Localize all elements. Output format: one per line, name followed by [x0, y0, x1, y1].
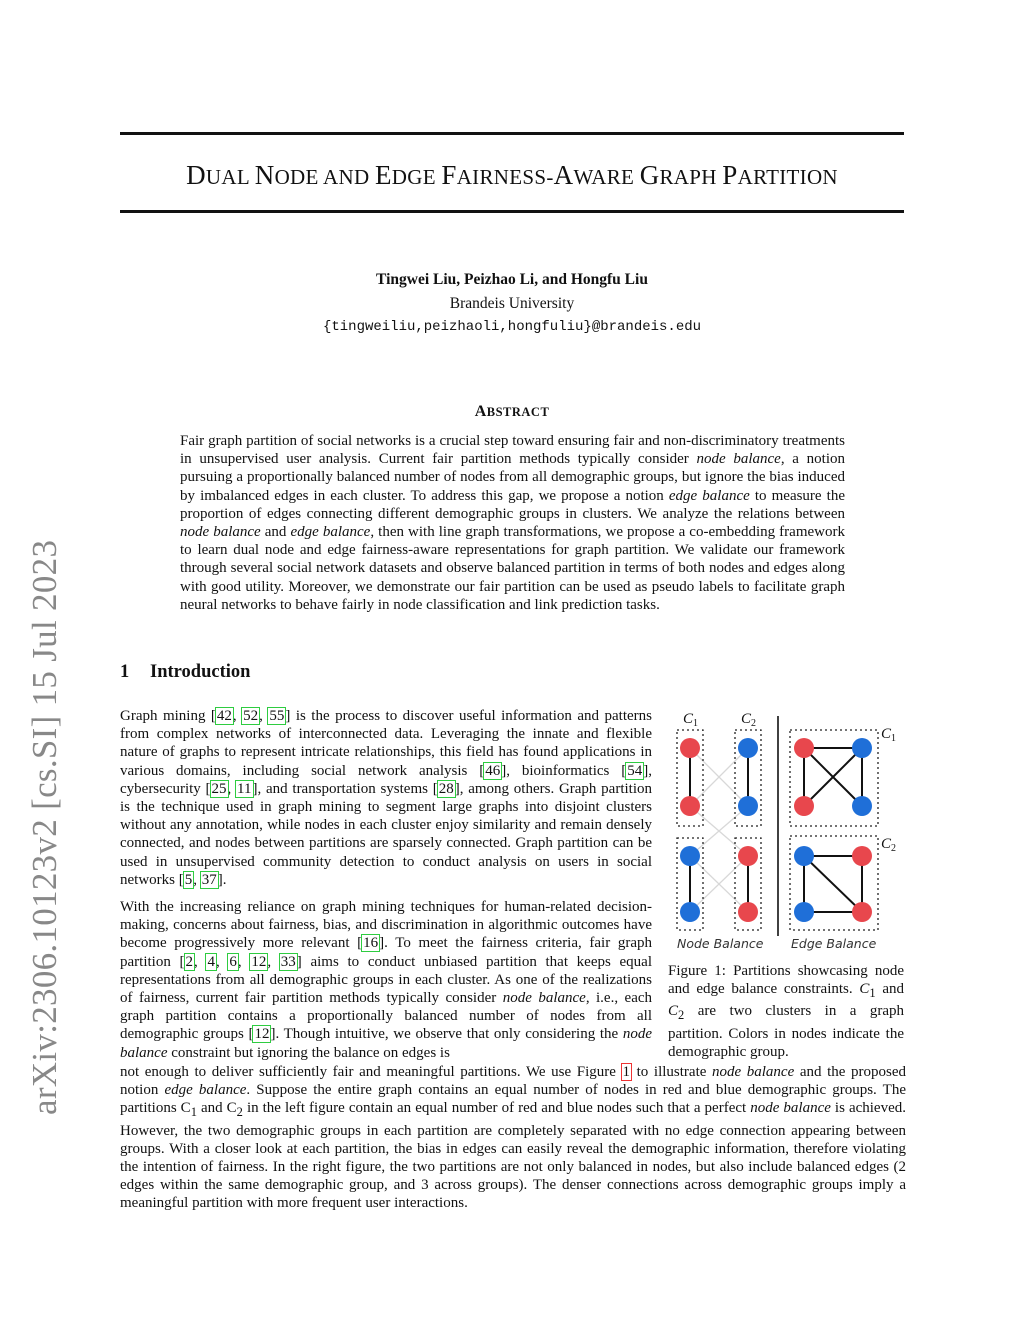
cross-cluster-edges [690, 748, 748, 912]
node-red [738, 902, 758, 922]
figure-1-caption: Figure 1: Partitions showcasing node and edge balance constraints. $C_1$ and $C_2$ are two clusters in a graph partition. Colors in nodes indicate the demographic group. [668, 963, 904, 1060]
citation-link[interactable]: 46 [485, 762, 501, 779]
node-blue [738, 796, 758, 816]
node-blue [738, 738, 758, 758]
node-red [680, 738, 700, 758]
label-c2-left: $C_2$ [741, 711, 757, 729]
affiliation: Brandeis University [449, 295, 575, 312]
paper-title: DUAL NODE AND EDGE FAIRNESS-AWARE GRAPH PARTITION [186, 160, 838, 190]
citation-link[interactable]: 37 [201, 871, 217, 888]
citation-link[interactable]: 11 [237, 780, 252, 797]
citation-link[interactable]: 33 [280, 953, 296, 970]
citation-link[interactable]: 12 [251, 953, 267, 970]
intro-paragraph-1: Graph mining [42, 52, 55] is the process to discover useful information and patterns from complex networks of interconnected data. Leveraging the innate and flexible nature of graphs to represent intricate relationships, this field has found applications in various domains, including social network analysis [46], bioinformatics [54], cybersecurity [25, 11], and transportation systems [28], among others. Graph partition is the technique used in graph mining to segment large graphs into disjoint clusters without any annotation, while nodes in each cluster enjoy similarity and remain densely connected, and nodes between partitions are sparsely connected. Graph partition can be used in unsupervised community detection to conduct analysis on users in social networks [5, 37]. [120, 708, 652, 888]
node-red [794, 796, 814, 816]
label-edge-balance: Edge Balance [791, 936, 877, 951]
in-group-edges-left [690, 748, 748, 912]
citation-link[interactable]: 6 [229, 953, 237, 970]
figure-ref-link[interactable]: 1 [622, 1064, 631, 1080]
label-node-balance: Node Balance [677, 936, 764, 951]
node-red [852, 846, 872, 866]
figure-1-diagram [668, 702, 908, 954]
citation-link[interactable]: 12 [254, 1026, 270, 1043]
node-blue [680, 902, 700, 922]
title-top-rule [120, 132, 904, 135]
citation-link[interactable]: 5 [184, 871, 193, 888]
title-bottom-rule [120, 210, 904, 213]
citation-link[interactable]: 42 [216, 708, 232, 724]
label-c2-right: $C_2$ [881, 836, 897, 854]
node-red [680, 796, 700, 816]
node-red [794, 738, 814, 758]
edges-right-c1 [804, 748, 862, 806]
node-red [852, 902, 872, 922]
section-heading-introduction: 1 Introduction [120, 662, 251, 682]
authors: Tingwei Liu, Peizhao Li, and Hongfu Liu [376, 271, 648, 288]
node-blue [852, 796, 872, 816]
email: {tingweiliu,peizhaoli,hongfuliu}@brandeis.edu [322, 319, 702, 335]
label-c1-right: $C_1$ [881, 726, 897, 744]
intro-paragraph-3: not enough to deliver sufficiently fair and meaningful partitions. We use Figure 1 to illustrate node balance and the proposed notion edge balance. Suppose the entire graph contains an equal number of nodes in red and blue demographic groups. The partitions $C_1$ and $C_2$ in the left figure contain an equal number of red and blue nodes such that a perfect node balance is achieved. However, the two demographic groups in each partition are completely separated with no edge connection appearing between groups. With a closer look at each partition, the bias in edges can easily reveal the demographic information, therefore violating the intention of fairness. In the right figure, the two partitions are not only balanced in nodes, but also include balanced edges (2 edges within the same demographic group, and 3 across groups). The denser connections across demographic groups imply a meaningful partition with more frequent user interactions. [120, 1064, 907, 1212]
label-c1-left: $C_1$ [683, 711, 699, 729]
node-blue [680, 846, 700, 866]
citation-link[interactable]: 52 [243, 708, 259, 724]
node-blue [794, 902, 814, 922]
citation-link[interactable]: 4 [207, 953, 215, 970]
citation-link[interactable]: 55 [269, 708, 285, 724]
abstract-text: Fair graph partition of social networks is a crucial step toward ensuring fair and non-discriminatory treatments in unsupervised user analysis. Current fair partition methods typically consider node balance, a notion pursuing a proportionally balanced number of nodes from all demographic groups, but ignore the bias induced by imbalanced edges in each cluster. To address this gap, we propose a notion edge balance to measure the proportion of edges connecting different demographic groups in clusters. We analyze the relations between node balance and edge balance, then with line graph transformations, we propose a co-embedding framework to learn dual node and edge fairness-aware representations for graph partition. We validate our framework through several social network datasets and observe balanced partition in terms of both nodes and edges along with good utility. Moreover, we demonstrate our fair partition can be used as pseudo labels to facilitate graph neural networks to behave fairly in node classification and link prediction tasks. [180, 433, 845, 613]
node-blue [852, 738, 872, 758]
node-red [738, 846, 758, 866]
arxiv-sidebar-id: arXiv:2306.10123v2 [cs.SI] 15 Jul 2023 [25, 539, 64, 1115]
node-blue [794, 846, 814, 866]
citation-link[interactable]: 28 [438, 780, 454, 797]
citation-link[interactable]: 25 [211, 780, 227, 797]
citation-link[interactable]: 54 [627, 762, 643, 779]
edges-right-c2 [804, 856, 862, 912]
figure-1 [668, 702, 908, 959]
intro-paragraph-2: With the increasing reliance on graph mining techniques for human-related decision-making, concerns about fairness, bias, and discrimination in algorithmic outcomes have become progressively more relevant [16]. To meet the fairness criteria, fair graph partition [2, 4, 6, 12, 33] aims to conduct unbiased partition that keeps equal representations from all demographic groups in each cluster. As one of the realizations of fairness, current fair partition methods typically consider node balance, i.e., each graph partition contains a proportionally balanced number of nodes from all demographic groups [12]. Though intuitive, we observe that only considering the node balance constraint but ignoring the balance on edges is [120, 899, 653, 1061]
citation-link[interactable]: 16 [363, 935, 379, 952]
abstract-heading: ABSTRACT [474, 403, 550, 420]
citation-link[interactable]: 2 [185, 953, 194, 970]
